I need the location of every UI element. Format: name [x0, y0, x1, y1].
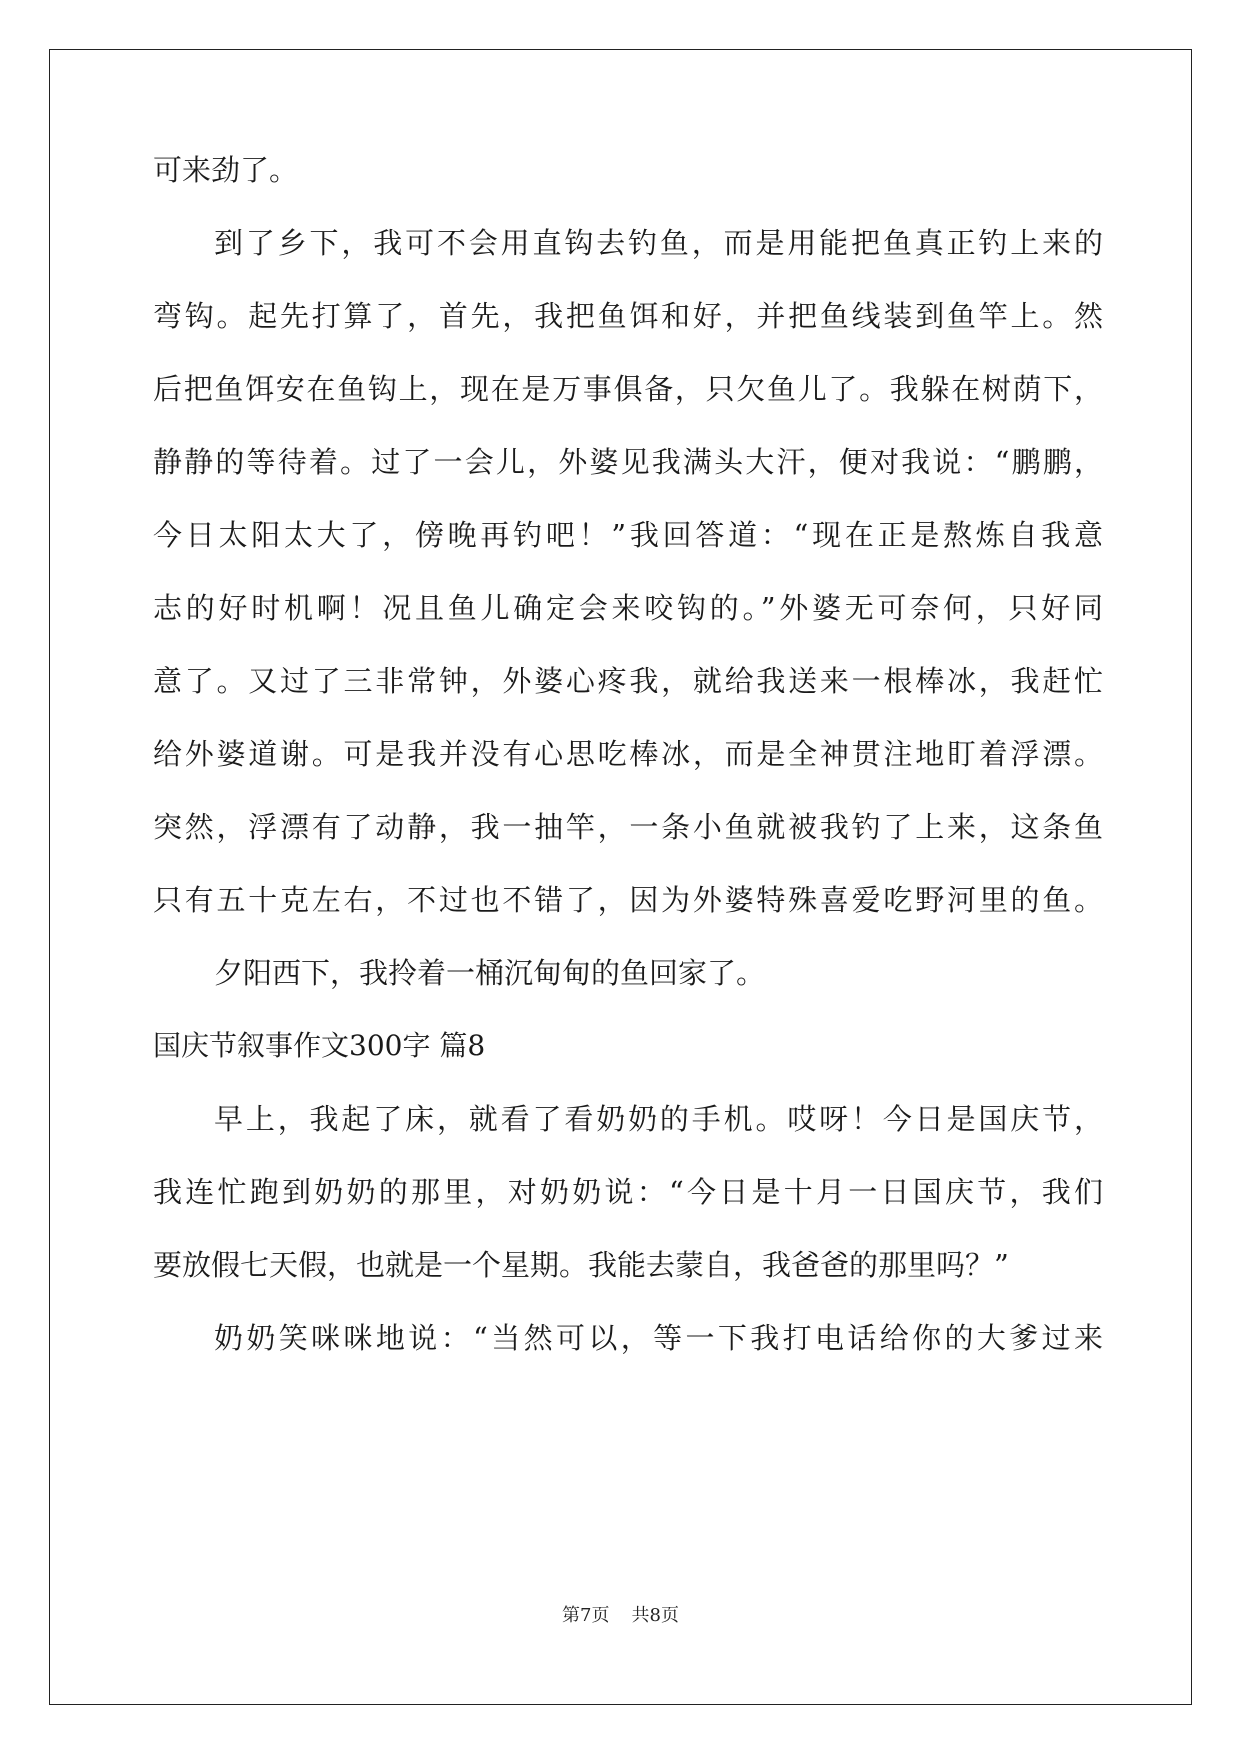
- paragraph-line: 弯钩。起先打算了，首先，我把鱼饵和好，并把鱼线装到鱼竿上。然: [153, 299, 1103, 333]
- page-number-total: 共8页: [631, 1605, 679, 1626]
- paragraph-line: 只有五十克左右，不过也不错了，因为外婆特殊喜爱吃野河里的鱼。: [153, 883, 1103, 917]
- page-number-current: 第7页: [562, 1605, 610, 1626]
- paragraph-line: 夕阳西下，我拎着一桶沉甸甸的鱼回家了。: [214, 956, 766, 990]
- paragraph-line: 静静的等待着。过了一会儿，外婆见我满头大汗，便对我说：“鹏鹏，: [153, 445, 1103, 479]
- paragraph-line: 后把鱼饵安在鱼钩上，现在是万事俱备，只欠鱼儿了。我躲在树荫下，: [153, 372, 1103, 406]
- paragraph-line: 突然，浮漂有了动静，我一抽竿，一条小鱼就被我钓了上来，这条鱼: [153, 810, 1103, 844]
- paragraph-line: 到了乡下，我可不会用直钩去钓鱼，而是用能把鱼真正钓上来的: [214, 226, 1103, 260]
- page-footer: [0, 1602, 1241, 1630]
- paragraph-line: 给外婆道谢。可是我并没有心思吃棒冰，而是全神贯注地盯着浮漂。: [153, 737, 1103, 771]
- paragraph-line: 志的好时机啊！况且鱼儿确定会来咬钩的。”外婆无可奈何，只好同: [153, 591, 1103, 625]
- paragraph-line: 早上，我起了床，就看了看奶奶的手机。哎呀！今日是国庆节，: [214, 1102, 1103, 1136]
- paragraph-line: 奶奶笑咪咪地说：“当然可以，等一下我打电话给你的大爹过来: [214, 1321, 1103, 1355]
- paragraph-line: 今日太阳太大了，傍晚再钓吧！”我回答道：“现在正是熬炼自我意: [153, 518, 1103, 552]
- paragraph-line: 我连忙跑到奶奶的那里，对奶奶说：“今日是十月一日国庆节，我们: [153, 1175, 1103, 1209]
- paragraph-line: 要放假七天假，也就是一个星期。我能去蒙自，我爸爸的那里吗？”: [153, 1248, 1009, 1282]
- paragraph-line: 意了。又过了三非常钟，外婆心疼我，就给我送来一根棒冰，我赶忙: [153, 664, 1103, 698]
- paragraph-line: 可来劲了。: [153, 153, 299, 187]
- section-heading: 国庆节叙事作文300字 篇8: [153, 1029, 486, 1062]
